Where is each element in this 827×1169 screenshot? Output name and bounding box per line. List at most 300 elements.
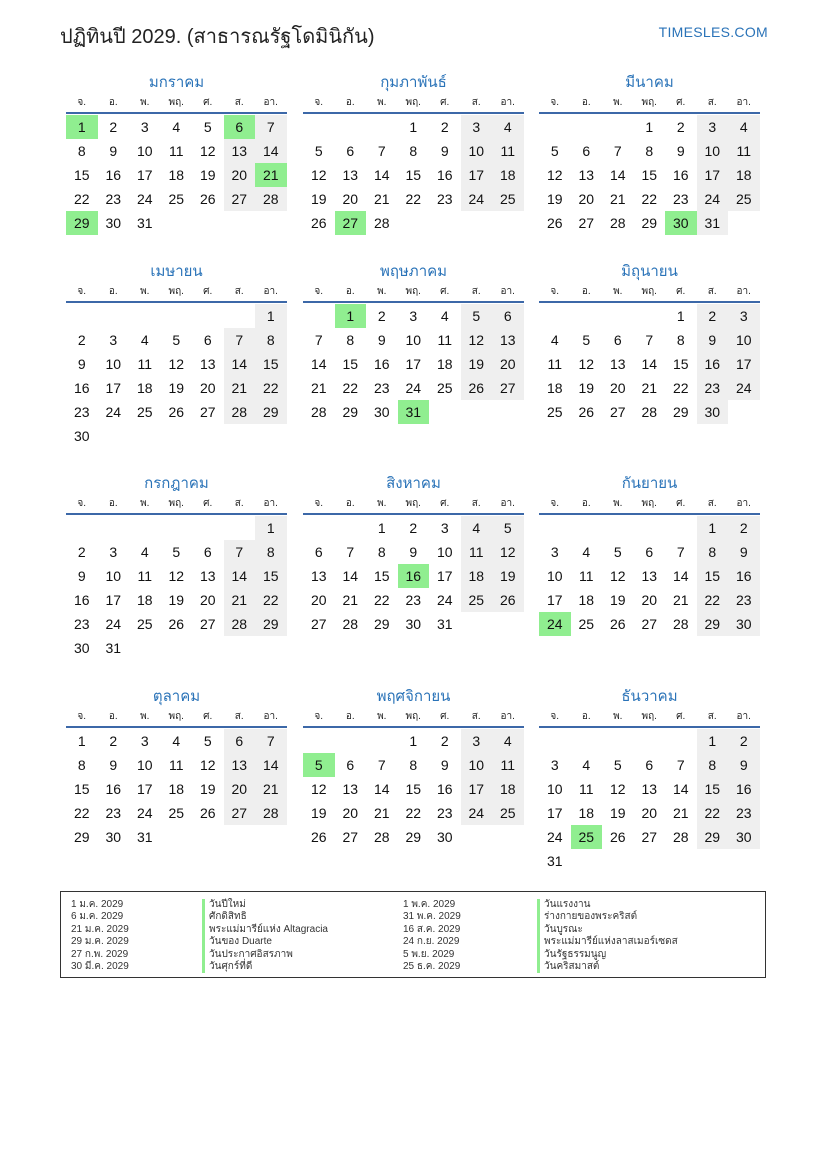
holiday-name: พระแม่มารีย์แห่งลาสเมอร์เซดส (537, 936, 678, 948)
day-cell: 18 (168, 167, 185, 183)
day-cell: 31 (136, 829, 153, 845)
day-grid (303, 516, 524, 636)
day-cell: 27 (492, 376, 524, 400)
day-cell: 10 (436, 544, 453, 560)
weekday-label: พ. (377, 498, 387, 509)
day-cell: 1 (409, 119, 418, 135)
day-cell: 11 (578, 568, 594, 584)
weekday-label: พฤ. (168, 286, 184, 297)
day-cell: 26 (492, 588, 524, 612)
day-cell: 14 (310, 356, 327, 372)
day-cell: 21 (255, 777, 287, 801)
weekday-label: อ. (581, 97, 591, 108)
day-cell: 26 (578, 404, 595, 420)
day-cell: 21 (672, 592, 689, 608)
holiday-date: 29 ม.ค. 2029 (71, 936, 129, 948)
weekday-label: ศ. (203, 711, 213, 722)
day-cell: 30 (105, 215, 122, 231)
day-cell: 3 (140, 119, 149, 135)
day-cell: 28 (255, 801, 287, 825)
day-cell: 15 (405, 167, 422, 183)
day-cell: 9 (109, 757, 118, 773)
day-cell: 13 (224, 139, 256, 163)
day-cell: 11 (137, 356, 153, 372)
weekday-label: พ. (377, 286, 387, 297)
day-cell: 17 (105, 380, 122, 396)
day-cell: 27 (641, 616, 658, 632)
day-cell: 1 (409, 733, 418, 749)
day-cell: 30 (105, 829, 122, 845)
day-cell: 17 (136, 167, 153, 183)
month-name: ตุลาคม (152, 688, 201, 705)
weekday-header (66, 710, 287, 728)
day-cell: 5 (613, 757, 622, 773)
day-cell: 20 (224, 163, 256, 187)
day-cell: 6 (346, 757, 355, 773)
day-cell: 8 (77, 757, 86, 773)
month-block (303, 70, 524, 235)
day-cell: 17 (697, 163, 729, 187)
day-cell: 11 (168, 143, 184, 159)
holiday-date: 1 พ.ค. 2029 (403, 899, 456, 910)
day-cell: 25 (136, 404, 153, 420)
weekday-label: ศ. (440, 498, 450, 509)
weekday-label: อา. (263, 286, 278, 297)
day-cell: 7 (255, 115, 287, 139)
day-cell: 15 (255, 352, 287, 376)
weekday-label: พฤ. (405, 498, 421, 509)
day-cell: 22 (405, 191, 422, 207)
weekday-label: พฤ. (641, 286, 657, 297)
day-cell: 24 (461, 801, 493, 825)
day-cell: 13 (199, 356, 216, 372)
weekday-label: ส. (471, 286, 481, 297)
day-cell: 14 (255, 753, 287, 777)
day-cell: 14 (342, 568, 359, 584)
month-name: พฤษภาคม (379, 263, 448, 280)
day-cell: 24 (461, 187, 493, 211)
day-cell: 21 (609, 191, 626, 207)
day-cell: 2 (109, 733, 118, 749)
empty-cell (335, 115, 367, 139)
holiday-date: 30 มี.ค. 2029 (71, 960, 129, 972)
day-cell: 8 (77, 143, 86, 159)
day-cell: 28 (224, 612, 256, 636)
day-cell: 19 (461, 352, 493, 376)
weekday-label: อ. (581, 498, 591, 509)
day-cell: 12 (199, 757, 216, 773)
day-cell: 24 (136, 805, 153, 821)
day-cell: 13 (641, 568, 658, 584)
weekday-label: พ. (140, 286, 150, 297)
day-cell: 13 (310, 568, 327, 584)
day-cell: 11 (137, 568, 153, 584)
day-cell: 20 (641, 592, 658, 608)
day-cell: 12 (310, 167, 327, 183)
day-cell: 19 (310, 191, 327, 207)
day-cell: 23 (697, 376, 729, 400)
day-cell: 1 (676, 308, 685, 324)
weekday-label: อ. (108, 97, 118, 108)
day-cell: 16 (728, 564, 760, 588)
day-cell: 11 (492, 753, 524, 777)
day-cell: 29 (697, 612, 729, 636)
day-cell: 15 (342, 356, 359, 372)
empty-cell (335, 516, 367, 540)
empty-cell (571, 304, 603, 328)
day-cell: 18 (136, 380, 153, 396)
day-cell: 25 (492, 187, 524, 211)
day-cell: 14 (224, 564, 256, 588)
day-cell: 27 (310, 616, 327, 632)
day-cell: 9 (109, 143, 118, 159)
weekday-label: จ. (77, 711, 87, 722)
day-cell: 28 (224, 400, 256, 424)
month-block (303, 471, 524, 636)
month-name: กรกฎาคม (144, 475, 209, 492)
empty-cell (335, 729, 367, 753)
day-grid (66, 304, 287, 448)
day-cell: 16 (73, 592, 90, 608)
day-cell: 6 (613, 332, 622, 348)
day-cell: 6 (314, 544, 323, 560)
day-cell: 3 (461, 729, 493, 753)
empty-cell (129, 304, 161, 328)
holiday-name: ร่างกายของพระคริสต์ (537, 911, 678, 923)
day-cell: 1 (645, 119, 654, 135)
day-cell: 1 (697, 729, 729, 753)
day-cell: 23 (373, 380, 390, 396)
weekday-label: พฤ. (168, 97, 184, 108)
day-cell: 20 (342, 805, 359, 821)
day-cell: 23 (73, 404, 90, 420)
day-cell: 25 (546, 404, 563, 420)
weekday-label: พฤ. (641, 97, 657, 108)
empty-cell (98, 516, 130, 540)
day-cell: 15 (373, 568, 390, 584)
day-cell: 5 (172, 332, 181, 348)
day-cell: 3 (550, 544, 559, 560)
day-cell: 12 (609, 568, 626, 584)
weekday-label: อา. (263, 498, 278, 509)
holiday-date: 1 ม.ค. 2029 (71, 899, 124, 910)
holiday-day-cell: 27 (335, 211, 367, 235)
day-cell: 4 (140, 332, 149, 348)
day-cell: 5 (203, 733, 212, 749)
empty-cell (161, 304, 193, 328)
weekday-label: อา. (736, 498, 751, 509)
month-block (539, 259, 760, 424)
day-cell: 25 (168, 191, 185, 207)
day-cell: 4 (172, 733, 181, 749)
weekday-label: พฤ. (405, 97, 421, 108)
day-cell: 22 (373, 592, 390, 608)
day-cell: 29 (405, 829, 422, 845)
day-cell: 25 (136, 616, 153, 632)
holiday-name: วันบูรณะ (537, 924, 678, 936)
day-cell: 21 (342, 592, 359, 608)
weekday-label: จ. (550, 97, 560, 108)
day-cell: 6 (582, 143, 591, 159)
day-cell: 6 (203, 544, 212, 560)
weekday-label: พฤ. (405, 286, 421, 297)
empty-cell (66, 516, 98, 540)
day-cell: 30 (697, 400, 729, 424)
day-cell: 16 (73, 380, 90, 396)
day-cell: 10 (105, 356, 122, 372)
day-cell: 2 (697, 304, 729, 328)
day-cell: 30 (73, 640, 90, 656)
day-cell: 21 (310, 380, 327, 396)
day-cell: 8 (255, 540, 287, 564)
holiday-date: 25 ธ.ค. 2029 (403, 960, 461, 972)
weekday-header (66, 497, 287, 515)
day-cell: 6 (203, 332, 212, 348)
day-cell: 17 (436, 568, 453, 584)
day-cell: 22 (641, 191, 658, 207)
day-cell: 26 (199, 805, 216, 821)
weekday-label: จ. (314, 711, 324, 722)
day-cell: 27 (578, 215, 595, 231)
weekday-label: ศ. (440, 286, 450, 297)
weekday-label: อา. (500, 286, 515, 297)
day-cell: 26 (609, 616, 626, 632)
weekday-label: ส. (707, 286, 717, 297)
empty-cell (539, 516, 571, 540)
weekday-label: จ. (314, 286, 324, 297)
weekday-label: ศ. (440, 711, 450, 722)
weekday-label: พฤ. (405, 711, 421, 722)
day-cell: 9 (728, 540, 760, 564)
weekday-label: จ. (77, 97, 87, 108)
day-cell: 18 (136, 592, 153, 608)
month-name: พฤศจิกายน (376, 688, 451, 705)
month-name: มกราคม (148, 74, 205, 91)
day-cell: 15 (73, 781, 90, 797)
day-cell: 16 (373, 356, 390, 372)
day-cell: 23 (728, 801, 760, 825)
day-cell: 11 (168, 757, 184, 773)
day-cell: 28 (609, 215, 626, 231)
day-cell: 13 (224, 753, 256, 777)
day-cell: 4 (440, 308, 449, 324)
day-cell: 14 (672, 568, 689, 584)
day-cell: 19 (546, 191, 563, 207)
day-cell: 15 (697, 564, 729, 588)
day-cell: 21 (373, 191, 390, 207)
day-cell: 22 (405, 805, 422, 821)
weekday-label: ศ. (203, 498, 213, 509)
day-cell: 15 (641, 167, 658, 183)
weekday-label: ศ. (676, 286, 686, 297)
day-cell: 8 (409, 143, 418, 159)
empty-cell (665, 516, 697, 540)
day-cell: 23 (405, 592, 422, 608)
day-cell: 16 (672, 167, 689, 183)
empty-cell (224, 304, 256, 328)
day-cell: 21 (224, 588, 256, 612)
day-cell: 7 (224, 328, 256, 352)
day-cell: 24 (105, 404, 122, 420)
day-cell: 18 (578, 592, 595, 608)
page-header (60, 18, 768, 48)
day-cell: 13 (492, 328, 524, 352)
day-cell: 31 (136, 215, 153, 231)
weekday-label: พฤ. (168, 711, 184, 722)
weekday-label: จ. (550, 498, 560, 509)
day-cell: 14 (373, 781, 390, 797)
weekday-label: พ. (377, 711, 387, 722)
day-cell: 30 (373, 404, 390, 420)
day-cell: 22 (73, 805, 90, 821)
day-cell: 26 (546, 215, 563, 231)
day-cell: 1 (77, 733, 86, 749)
day-cell: 6 (346, 143, 355, 159)
day-cell: 7 (377, 143, 386, 159)
empty-cell (539, 729, 571, 753)
day-cell: 22 (255, 588, 287, 612)
empty-cell (303, 516, 335, 540)
day-cell: 22 (672, 380, 689, 396)
day-cell: 25 (578, 616, 595, 632)
day-cell: 20 (224, 777, 256, 801)
weekday-header (66, 285, 287, 303)
day-cell: 28 (672, 829, 689, 845)
brand-link[interactable]: TIMESLES.COM (658, 24, 768, 40)
day-cell: 25 (168, 805, 185, 821)
day-cell: 29 (373, 616, 390, 632)
day-cell: 27 (199, 616, 216, 632)
day-cell: 3 (440, 520, 449, 536)
day-cell: 10 (136, 757, 153, 773)
empty-cell (303, 729, 335, 753)
month-block (66, 471, 287, 660)
day-cell: 9 (377, 332, 386, 348)
day-cell: 13 (342, 781, 359, 797)
day-cell: 3 (461, 115, 493, 139)
day-cell: 6 (224, 729, 256, 753)
empty-cell (98, 304, 130, 328)
day-cell: 10 (461, 139, 493, 163)
weekday-header (539, 497, 760, 515)
holiday-name: วันปีใหม่ (202, 899, 328, 911)
holiday-date: 24 ก.ย. 2029 (403, 936, 460, 948)
day-cell: 5 (492, 516, 524, 540)
weekday-label: ส. (234, 286, 244, 297)
day-cell: 18 (461, 564, 493, 588)
day-cell: 22 (697, 588, 729, 612)
weekday-label: ศ. (440, 97, 450, 108)
day-cell: 24 (546, 829, 563, 845)
month-name: มีนาคม (625, 74, 674, 91)
day-cell: 7 (613, 143, 622, 159)
day-cell: 22 (697, 801, 729, 825)
day-cell: 11 (492, 139, 524, 163)
day-cell: 8 (377, 544, 386, 560)
day-cell: 6 (645, 544, 654, 560)
empty-cell (602, 115, 634, 139)
weekday-label: ศ. (676, 498, 686, 509)
page-title: ปฏิทินปี 2029. (สาธารณรัฐโดมินิกัน) (60, 26, 375, 48)
day-cell: 17 (728, 352, 760, 376)
day-cell: 20 (310, 592, 327, 608)
day-cell: 15 (672, 356, 689, 372)
day-cell: 27 (641, 829, 658, 845)
day-cell: 9 (697, 328, 729, 352)
day-cell: 23 (436, 191, 453, 207)
day-cell: 11 (578, 781, 594, 797)
day-cell: 13 (641, 781, 658, 797)
day-cell: 14 (609, 167, 626, 183)
day-cell: 10 (405, 332, 422, 348)
day-cell: 31 (697, 211, 729, 235)
month-block (539, 684, 760, 873)
holiday-day-cell: 1 (335, 304, 367, 328)
day-grid (303, 729, 524, 849)
day-cell: 26 (461, 376, 493, 400)
empty-cell (192, 304, 224, 328)
day-cell: 6 (492, 304, 524, 328)
day-cell: 2 (440, 733, 449, 749)
month-name: มิถุนายน (621, 263, 678, 280)
holiday-name: วันของ Duarte (202, 936, 328, 948)
weekday-label: พฤ. (168, 498, 184, 509)
day-cell: 3 (140, 733, 149, 749)
day-cell: 23 (73, 616, 90, 632)
day-cell: 3 (697, 115, 729, 139)
empty-cell (634, 304, 666, 328)
weekday-label: อา. (263, 711, 278, 722)
day-cell: 2 (728, 516, 760, 540)
day-cell: 2 (77, 332, 86, 348)
day-cell: 10 (105, 568, 122, 584)
day-cell: 2 (676, 119, 685, 135)
month-name: กุมภาพันธ์ (380, 74, 447, 91)
day-cell: 20 (342, 191, 359, 207)
day-grid (66, 729, 287, 849)
day-cell: 22 (73, 191, 90, 207)
day-cell: 1 (377, 520, 386, 536)
weekday-label: ส. (707, 97, 717, 108)
holiday-name: วันรัฐธรรมนูญ (537, 949, 678, 961)
empty-cell (192, 516, 224, 540)
day-cell: 31 (546, 853, 563, 869)
day-cell: 24 (436, 592, 453, 608)
weekday-label: พฤ. (641, 498, 657, 509)
day-cell: 28 (310, 404, 327, 420)
day-cell: 11 (728, 139, 760, 163)
day-cell: 17 (546, 805, 563, 821)
day-cell: 13 (609, 356, 626, 372)
empty-cell (665, 729, 697, 753)
empty-cell (571, 115, 603, 139)
holiday-dates-left (71, 899, 129, 973)
empty-cell (224, 516, 256, 540)
day-cell: 13 (578, 167, 595, 183)
holiday-list (60, 891, 766, 978)
day-cell: 11 (437, 332, 453, 348)
day-cell: 17 (546, 592, 563, 608)
weekday-label: พ. (613, 97, 623, 108)
day-cell: 15 (697, 777, 729, 801)
day-cell: 17 (136, 781, 153, 797)
day-grid (539, 115, 760, 235)
weekday-label: อ. (108, 286, 118, 297)
day-cell: 29 (641, 215, 658, 231)
day-cell: 12 (461, 328, 493, 352)
day-cell: 7 (314, 332, 323, 348)
day-cell: 19 (199, 167, 216, 183)
